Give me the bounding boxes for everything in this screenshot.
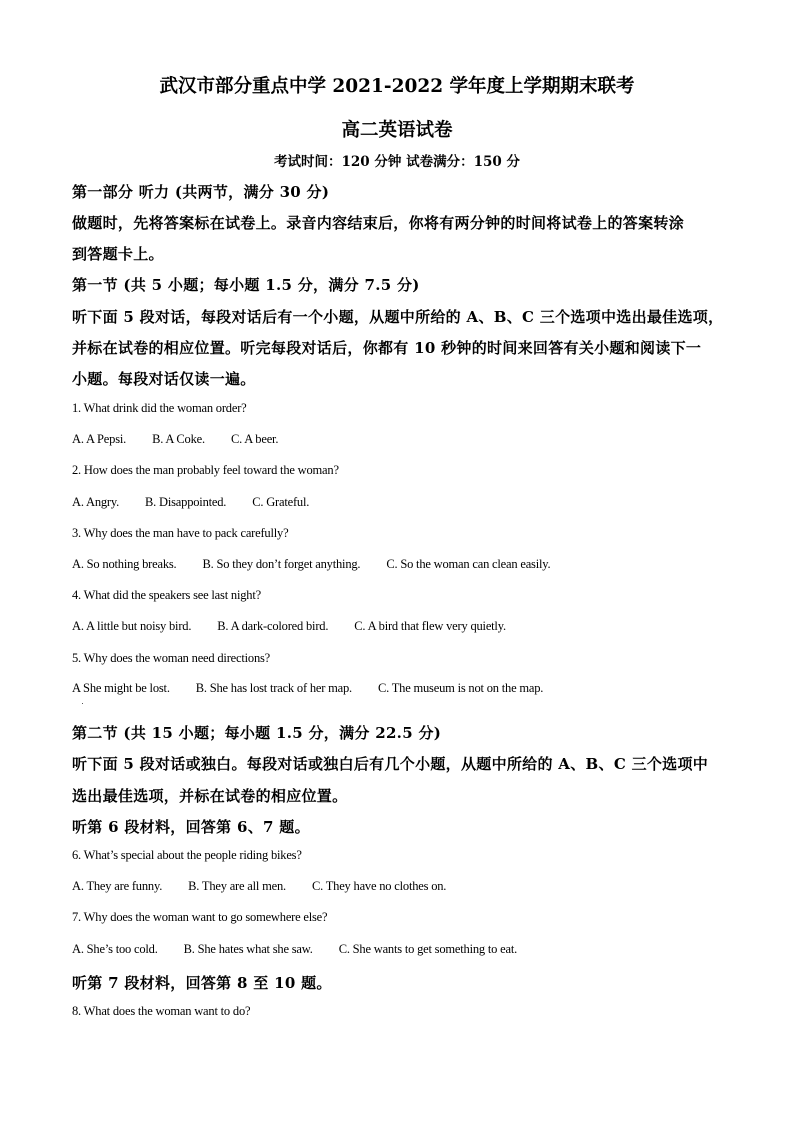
section1-instruction-line: 听下面 5 段对话，每段对话后有一个小题，从题中所给的 A、B、C 三个选项中选出最佳选项， bbox=[72, 308, 724, 326]
part1-instruction-line: 做题时，先将答案标在试卷上。录音内容结束后，你将有两分钟的时间将试卷上的答案转涂 bbox=[72, 214, 685, 232]
option-b: B. She has lost track of her map. bbox=[195, 681, 352, 695]
question-1-options bbox=[72, 432, 304, 447]
question-1-stem: 1. What drink did the woman order? bbox=[72, 401, 247, 415]
question-8-stem: 8. What does the woman want to do? bbox=[72, 1004, 251, 1018]
option-b: B. A dark-colored bird. bbox=[217, 619, 329, 633]
section1-heading: 第一节 (共 5 小题；每小题 1.5 分，满分 7.5 分) bbox=[72, 276, 420, 294]
option-c: C. She wants to get something to eat. bbox=[338, 942, 518, 956]
option-c: C. A beer. bbox=[230, 432, 279, 446]
option-a: A. They are funny. bbox=[72, 879, 163, 893]
option-a: A. A little but noisy bird. bbox=[72, 619, 192, 633]
group-6-heading: 听第 6 段材料，回答第 6、7 题。 bbox=[72, 818, 310, 836]
option-c: C. Grateful. bbox=[252, 495, 310, 509]
option-a: A She might be lost. bbox=[72, 681, 170, 695]
question-5-options bbox=[72, 681, 569, 696]
question-4-options bbox=[72, 619, 532, 634]
option-a: A. Angry. bbox=[72, 495, 120, 509]
section2-instruction-line: 选出最佳选项，并标在试卷的相应位置。 bbox=[72, 787, 348, 805]
question-7-options bbox=[72, 942, 543, 957]
option-c: C. They have no clothes on. bbox=[311, 879, 447, 893]
option-b: B. So they don’t forget anything. bbox=[202, 557, 361, 571]
question-7-stem: 7. Why does the woman want to go somewhere else? bbox=[72, 910, 328, 924]
stray-dot bbox=[82, 703, 83, 704]
option-c: C. A bird that flew very quietly. bbox=[354, 619, 506, 633]
question-3-stem: 3. Why does the man have to pack carefully? bbox=[72, 526, 289, 540]
part1-instruction-line: 到答题卡上。 bbox=[72, 245, 164, 263]
question-2-options bbox=[72, 495, 335, 510]
section2-heading: 第二节 (共 15 小题；每小题 1.5 分，满分 22.5 分) bbox=[72, 724, 442, 742]
question-3-options bbox=[72, 557, 576, 572]
exam-subtitle: 高二英语试卷 bbox=[341, 120, 453, 141]
exam-meta: 考试时间：120 分钟 试卷满分：150 分 bbox=[274, 154, 520, 170]
section1-instruction-line: 并标在试卷的相应位置。听完每段对话后，你都有 10 秒钟的时间来回答有关小题和阅读下一 bbox=[72, 339, 702, 357]
question-2-stem: 2. How does the man probably feel toward the woman? bbox=[72, 463, 339, 477]
question-6-stem: 6. What’s special about the people riding bikes? bbox=[72, 848, 302, 862]
option-c: C. So the woman can clean easily. bbox=[386, 557, 551, 571]
option-b: B. Disappointed. bbox=[145, 495, 227, 509]
section1-instruction-line: 小题。每段对话仅读一遍。 bbox=[72, 370, 256, 388]
option-a: A. A Pepsi. bbox=[72, 432, 127, 446]
option-c: C. The museum is not on the map. bbox=[377, 681, 544, 695]
part1-heading: 第一部分 听力 (共两节，满分 30 分) bbox=[72, 183, 330, 201]
option-b: B. A Coke. bbox=[152, 432, 205, 446]
question-6-options bbox=[72, 879, 472, 894]
option-a: A. So nothing breaks. bbox=[72, 557, 177, 571]
option-b: B. She hates what she saw. bbox=[183, 942, 313, 956]
group-7-heading: 听第 7 段材料，回答第 8 至 10 题。 bbox=[72, 974, 332, 992]
question-5-stem: 5. Why does the woman need directions? bbox=[72, 651, 271, 665]
question-4-stem: 4. What did the speakers see last night? bbox=[72, 588, 261, 602]
option-b: B. They are all men. bbox=[188, 879, 286, 893]
option-a: A. She’s too cold. bbox=[72, 942, 158, 956]
exam-title: 武汉市部分重点中学 2021-2022 学年度上学期期末联考 bbox=[159, 76, 635, 97]
section2-instruction-line: 听下面 5 段对话或独白。每段对话或独白后有几个小题，从题中所给的 A、B、C 三个选项中 bbox=[72, 755, 709, 773]
